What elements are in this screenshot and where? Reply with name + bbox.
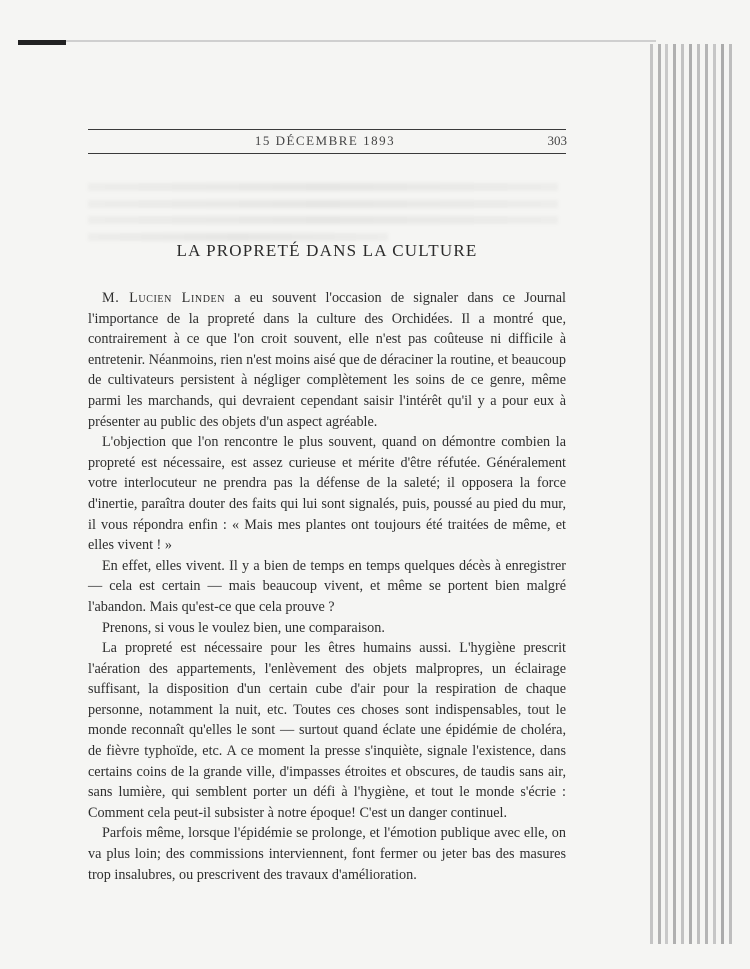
paragraph: Parfois même, lorsque l'épidémie se prolonge, et l'émotion publique avec elle, on va plus loin; des commissions interviennent, font fermer ou jeter bas des masures trop insalubres, ou prescrivent des travaux d'amélioration. (88, 825, 566, 883)
paragraph (88, 288, 566, 432)
scan-artifact (18, 40, 66, 45)
header-bottom-rule (88, 153, 566, 154)
article-body (88, 288, 566, 885)
book-page-edges (646, 44, 742, 944)
article-title: LA PROPRETÉ DANS LA CULTURE (176, 241, 478, 260)
paragraph: En effet, elles vivent. Il y a bien de temps en temps quelques décès à enregistrer — cela est certain — mais beaucoup vivent, et même se portent bien malgré l'abandon. Mais qu'est-ce que cela prouve ? (88, 557, 566, 615)
paragraph: La propreté est nécessaire pour les êtres humains aussi. L'hygiène prescrit l'aération des appartements, l'enlèvement des objets malpropres, un éclairage suffisant, la disposition d'un certain cube d'air pour la respiration de chaque personne, notamment la nuit, etc. Toutes ces choses sont indispensables, tout le monde reconnaît qu'elles le sont — surtout quand éclate une épidémie de choléra, de fièvre typhoïde, etc. A ce moment la presse s'inquiète, signale l'existence, dans certains coins de la grande ville, d'impasses étroites et obscures, de taudis sans air, sans lumière, qui semblent porter un défi à l'hygiène, et tout le monde s'écrie : Comment cela peut-il subsister à notre époque! C'est un danger continuel. (88, 640, 566, 821)
bleed-through-line (88, 216, 558, 224)
bleed-through-line (88, 233, 388, 241)
page-top-shadow (66, 40, 656, 42)
page-number: 303 (547, 133, 567, 148)
bleed-through-line (88, 183, 558, 191)
header-date: 15 DÉCEMBRE 1893 (254, 133, 396, 148)
paragraph: Prenons, si vous le voulez bien, une comparaison. (102, 619, 385, 636)
header-top-rule (88, 129, 566, 130)
paragraph: L'objection que l'on rencontre le plus souvent, quand on démontre combien la propreté est nécessaire, est assez curieuse et mérite d'être réfutée. Généralement votre interlocuteur ne prendra pas la défense de la saleté; il opposera la force d'inertie, paraîtra douter des faits qui lui sont signalés, puis, poussé au pied du mur, il vous répondra enfin : « Mais mes plantes ont toujours été traitées de même, et elles vivent ! » (88, 434, 566, 554)
author-name: M. Lucien Linden (102, 290, 226, 306)
bleed-through-line (88, 200, 558, 208)
paragraph-text: a eu souvent l'occasion de signaler dans ce Journal l'importance de la propreté dans la culture des Orchidées. Il a montré que, contrairement à ce que l'on croit souvent, elle n'est pas coûteuse ni difficile à entretenir. Néanmoins, rien n'est moins aisé que de déraciner la routine, et beaucoup de cultivateurs persistent à négliger complètement les soins de ce genre, même parmi les marchands, qui devraient cependant saisir l'intérêt qu'il y a pour eux à présenter au public des objets d'un aspect agréable. (88, 290, 567, 430)
